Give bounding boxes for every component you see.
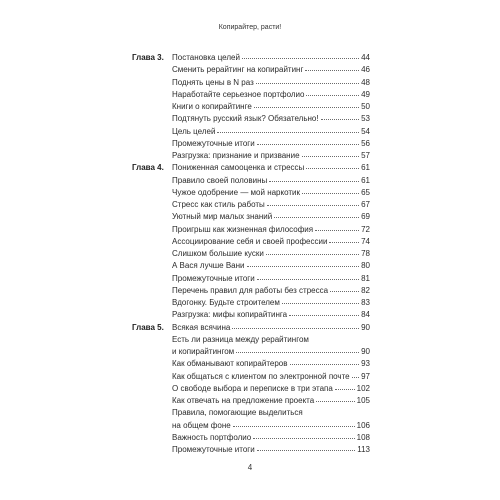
toc-entry-title: Цель целей bbox=[172, 126, 216, 136]
toc-entry-title: Как общаться с клиентом по электронной почте bbox=[172, 371, 350, 381]
toc-chapter bbox=[0, 52, 500, 162]
toc-page-number: 108 bbox=[356, 432, 370, 442]
toc-entry[interactable] bbox=[172, 432, 370, 444]
toc-entry-title: и копирайтингом bbox=[172, 347, 235, 356]
toc-entry-title: Промежуточные итоги bbox=[172, 445, 255, 454]
toc-entry[interactable] bbox=[172, 309, 370, 321]
toc-page-number: 74 bbox=[361, 236, 370, 246]
dot-leader bbox=[316, 401, 354, 402]
dot-leader bbox=[256, 83, 359, 84]
toc-entry[interactable] bbox=[172, 138, 370, 150]
toc-page-number: 50 bbox=[361, 102, 370, 111]
toc-entry[interactable] bbox=[172, 285, 370, 297]
toc-chapter bbox=[0, 162, 500, 321]
dot-leader bbox=[236, 352, 359, 353]
toc-entry[interactable] bbox=[172, 407, 370, 432]
toc-entry-title: Стресс как стиль работы bbox=[172, 200, 265, 209]
toc-entry[interactable] bbox=[172, 273, 370, 285]
toc-entry[interactable] bbox=[172, 334, 370, 359]
toc-entry-title: Сменить рерайтинг на копирайтинг bbox=[172, 65, 304, 75]
dot-leader bbox=[315, 230, 359, 231]
toc-entry-title: Слишком большие куски bbox=[172, 249, 264, 258]
toc-entry-title: Пониженная самооценка и стрессы bbox=[172, 163, 305, 173]
toc-entry[interactable] bbox=[172, 248, 370, 260]
toc-entry[interactable] bbox=[172, 52, 370, 64]
toc-entry[interactable] bbox=[172, 113, 370, 125]
page-number: 4 bbox=[247, 463, 253, 472]
toc-page-number: 102 bbox=[356, 383, 370, 393]
toc-page-number: 69 bbox=[361, 212, 370, 222]
toc-page-number: 53 bbox=[361, 114, 370, 124]
toc-entry[interactable] bbox=[172, 126, 370, 138]
toc-page-number: 90 bbox=[361, 347, 370, 356]
table-of-contents bbox=[0, 52, 500, 456]
toc-entry-title: Уютный мир малых знаний bbox=[172, 212, 273, 222]
toc-entry[interactable] bbox=[172, 150, 370, 162]
toc-entry-title: на общем фоне bbox=[172, 420, 231, 430]
toc-entry[interactable] bbox=[172, 236, 370, 248]
toc-page-number: 61 bbox=[361, 175, 370, 185]
toc-entry-title: Поднять цены в N раз bbox=[172, 77, 254, 87]
toc-entry[interactable] bbox=[172, 175, 370, 187]
dot-leader bbox=[217, 132, 359, 133]
toc-page-number: 97 bbox=[361, 371, 370, 381]
chapter-label: Глава 3. bbox=[132, 53, 164, 62]
dot-leader bbox=[329, 242, 359, 243]
toc-entry-title: Как обманывают копирайтеров bbox=[172, 359, 288, 369]
toc-entry-title: Перечень правил для работы без стресса bbox=[172, 285, 329, 295]
dot-leader bbox=[290, 364, 360, 365]
toc-page-number: 83 bbox=[361, 298, 370, 307]
toc-entry-title: Правило своей половины bbox=[172, 175, 268, 185]
toc-entry-title: Промежуточные итоги bbox=[172, 138, 255, 148]
dot-leader bbox=[330, 291, 359, 292]
toc-chapter bbox=[0, 322, 500, 457]
dot-leader bbox=[305, 70, 359, 71]
running-head: Копирайтер, расти! bbox=[218, 24, 282, 31]
dot-leader bbox=[302, 193, 359, 194]
toc-entry[interactable] bbox=[172, 444, 370, 456]
toc-entry[interactable] bbox=[172, 101, 370, 113]
dot-leader bbox=[257, 450, 356, 451]
toc-entry[interactable] bbox=[172, 89, 370, 101]
toc-page-number: 44 bbox=[361, 53, 370, 62]
dot-leader bbox=[233, 426, 355, 427]
toc-page-number: 48 bbox=[361, 77, 370, 87]
toc-page-number: 54 bbox=[361, 126, 370, 136]
toc-page-number: 65 bbox=[361, 187, 370, 197]
toc-page-number: 81 bbox=[361, 273, 370, 283]
toc-entry-title: Важность портфолио bbox=[172, 432, 252, 442]
toc-page-number: 72 bbox=[361, 224, 370, 234]
dot-leader bbox=[253, 438, 354, 439]
toc-page-number: 78 bbox=[361, 249, 370, 258]
toc-entry-title: Проигрыш как жизненная философия bbox=[172, 224, 314, 234]
toc-entry[interactable] bbox=[172, 395, 370, 407]
toc-entry-title: Вдогонку. Будьте строителем bbox=[172, 298, 280, 307]
toc-page-number: 113 bbox=[357, 445, 370, 454]
toc-entry[interactable] bbox=[172, 260, 370, 272]
toc-entry[interactable] bbox=[172, 358, 370, 370]
toc-entry-title: Всякая всячина bbox=[172, 322, 231, 332]
toc-entry[interactable] bbox=[172, 77, 370, 89]
toc-entry-title: Промежуточные итоги bbox=[172, 273, 255, 283]
toc-entry[interactable] bbox=[172, 162, 370, 174]
dot-leader bbox=[274, 217, 359, 218]
toc-entry[interactable] bbox=[172, 224, 370, 236]
dot-leader bbox=[306, 95, 359, 96]
toc-page-number: 80 bbox=[361, 261, 370, 271]
toc-entry[interactable] bbox=[172, 297, 370, 309]
toc-page-number: 105 bbox=[356, 396, 370, 405]
toc-entry-title: О свободе выбора и переписке в три этапа bbox=[172, 383, 333, 393]
toc-page-number: 56 bbox=[361, 138, 370, 148]
toc-entry-title: Правила, помогающие выделиться bbox=[172, 408, 303, 418]
dot-leader bbox=[247, 266, 360, 267]
toc-entry-title: Постановка целей bbox=[172, 53, 240, 62]
dot-leader bbox=[257, 144, 359, 145]
toc-entry-title: А Вася лучше Вани bbox=[172, 261, 245, 271]
toc-entry[interactable] bbox=[172, 371, 370, 383]
toc-entry[interactable] bbox=[172, 322, 370, 334]
toc-page-number: 49 bbox=[361, 89, 370, 99]
dot-leader bbox=[335, 389, 355, 390]
toc-page-number: 93 bbox=[361, 359, 370, 369]
toc-entry[interactable] bbox=[172, 199, 370, 211]
toc-page-number: 106 bbox=[356, 420, 370, 430]
toc-entry-title: Есть ли разница между рерайтингом bbox=[172, 334, 309, 344]
dot-leader bbox=[257, 279, 359, 280]
toc-entry-title: Чужое одобрение — мой наркотик bbox=[172, 187, 300, 197]
dot-leader bbox=[289, 315, 359, 316]
dot-leader bbox=[267, 205, 359, 206]
dot-leader bbox=[254, 107, 359, 108]
toc-entry-title: Ассоциирование себя и своей профессии bbox=[172, 236, 328, 246]
dot-leader bbox=[306, 168, 359, 169]
dot-leader bbox=[321, 119, 359, 120]
chapter-label: Глава 4. bbox=[132, 163, 164, 173]
toc-entry-title: Книги о копирайтинге bbox=[172, 102, 252, 111]
toc-page-number: 84 bbox=[361, 310, 370, 320]
toc-page-number: 90 bbox=[361, 322, 370, 332]
toc-entry-title: Подтянуть русский язык? Обязательно! bbox=[172, 114, 319, 124]
dot-leader bbox=[282, 303, 359, 304]
toc-page-number: 46 bbox=[361, 65, 370, 75]
dot-leader bbox=[269, 181, 359, 182]
dot-leader bbox=[302, 156, 360, 157]
toc-entry[interactable] bbox=[172, 64, 370, 76]
toc-entry-title: Разгрузка: признание и призвание bbox=[172, 151, 300, 160]
toc-page-number: 61 bbox=[361, 163, 370, 173]
dot-leader bbox=[352, 377, 359, 378]
chapter-label: Глава 5. bbox=[132, 322, 164, 332]
toc-entry-title: Наработайте серьезное портфолио bbox=[172, 89, 305, 99]
dot-leader bbox=[232, 328, 359, 329]
dot-leader bbox=[242, 58, 359, 59]
toc-entry[interactable] bbox=[172, 187, 370, 199]
toc-page-number: 67 bbox=[361, 200, 370, 209]
toc-page-number: 57 bbox=[361, 151, 370, 160]
toc-page-number: 82 bbox=[361, 285, 370, 295]
toc-entry[interactable] bbox=[172, 211, 370, 223]
toc-entry-title: Разгрузка: мифы копирайтинга bbox=[172, 310, 288, 320]
dot-leader bbox=[266, 254, 359, 255]
toc-entry[interactable] bbox=[172, 383, 370, 395]
toc-entry-title: Как отвечать на предложение проекта bbox=[172, 396, 315, 405]
